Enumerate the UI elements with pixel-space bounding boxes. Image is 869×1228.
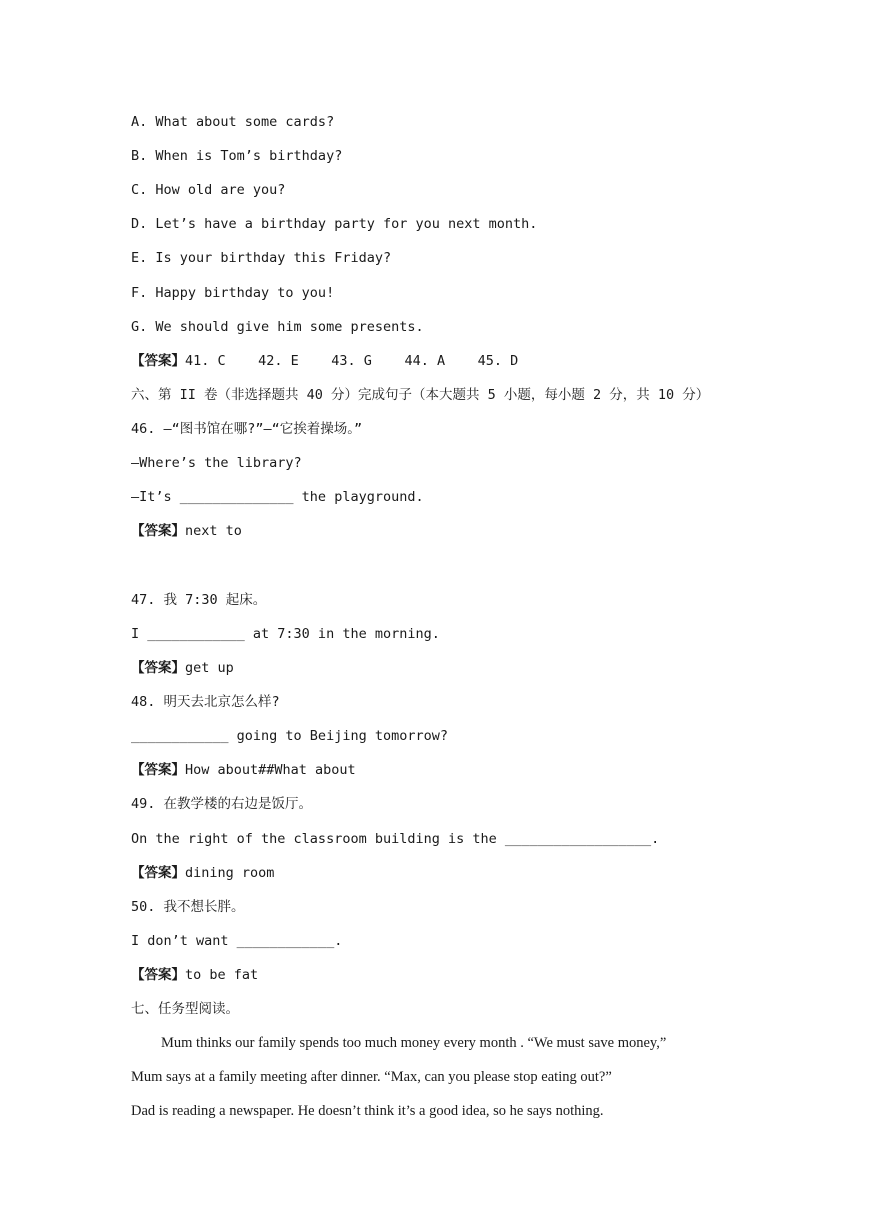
answer-text: dining room [185, 865, 275, 881]
answer-text: How about##What about [185, 762, 356, 778]
q48-line-1: ____________ going to Beijing tomorrow? [131, 728, 448, 744]
q46-prompt: 46. —“图书馆在哪?”—“它挨着操场。” [131, 421, 363, 437]
answer-label: 【答案】 [131, 353, 185, 369]
option-b: B. When is Tom’s birthday? [131, 148, 343, 164]
option-e: E. Is your birthday this Friday? [131, 250, 392, 266]
passage-line-3: Dad is reading a newspaper. He doesn’t think it’s a good idea, so he says nothing. [131, 1103, 604, 1119]
q47-prompt: 47. 我 7:30 起床。 [131, 592, 267, 608]
answer-text: 41. C 42. E 43. G 44. A 45. D [185, 353, 519, 369]
section-6-heading: 六、第 II 卷（非选择题共 40 分）完成句子（本大题共 5 小题，每小题 2 分，共 10 分） [131, 387, 710, 403]
q50-line-1: I don’t want ____________. [131, 933, 343, 949]
option-f: F. Happy birthday to you! [131, 285, 335, 301]
answer-text: get up [185, 660, 234, 676]
q49-prompt: 49. 在教学楼的右边是饭厅。 [131, 796, 313, 812]
answer-label: 【答案】 [131, 865, 185, 881]
answer-50 [131, 966, 258, 984]
q49-line-1: On the right of the classroom building is the __________________. [131, 831, 660, 847]
q47-line-1: I ____________ at 7:30 in the morning. [131, 626, 440, 642]
answer-49 [131, 864, 274, 882]
passage-line-1: Mum thinks our family spends too much money every month . “We must save money,” [161, 1035, 667, 1051]
option-d: D. Let’s have a birthday party for you next month. [131, 216, 538, 232]
option-a: A. What about some cards? [131, 114, 335, 130]
q46-line-2: —It’s ______________ the playground. [131, 489, 424, 505]
q48-prompt: 48. 明天去北京怎么样? [131, 694, 280, 710]
section-7-heading: 七、任务型阅读。 [131, 1001, 239, 1017]
answer-label: 【答案】 [131, 660, 185, 676]
answer-label: 【答案】 [131, 523, 185, 539]
q50-prompt: 50. 我不想长胖。 [131, 899, 245, 915]
option-c: C. How old are you? [131, 182, 286, 198]
answer-text: to be fat [185, 967, 259, 983]
answer-47 [131, 659, 234, 677]
q46-line-1: —Where’s the library? [131, 455, 302, 471]
answer-label: 【答案】 [131, 762, 185, 778]
answer-46 [131, 522, 242, 540]
answer-text: next to [185, 523, 242, 539]
answer-48 [131, 761, 356, 779]
passage-line-2: Mum says at a family meeting after dinner. “Max, can you please stop eating out?” [131, 1069, 612, 1085]
answer-label: 【答案】 [131, 967, 185, 983]
option-g: G. We should give him some presents. [131, 319, 424, 335]
answer-41-45 [131, 352, 518, 370]
